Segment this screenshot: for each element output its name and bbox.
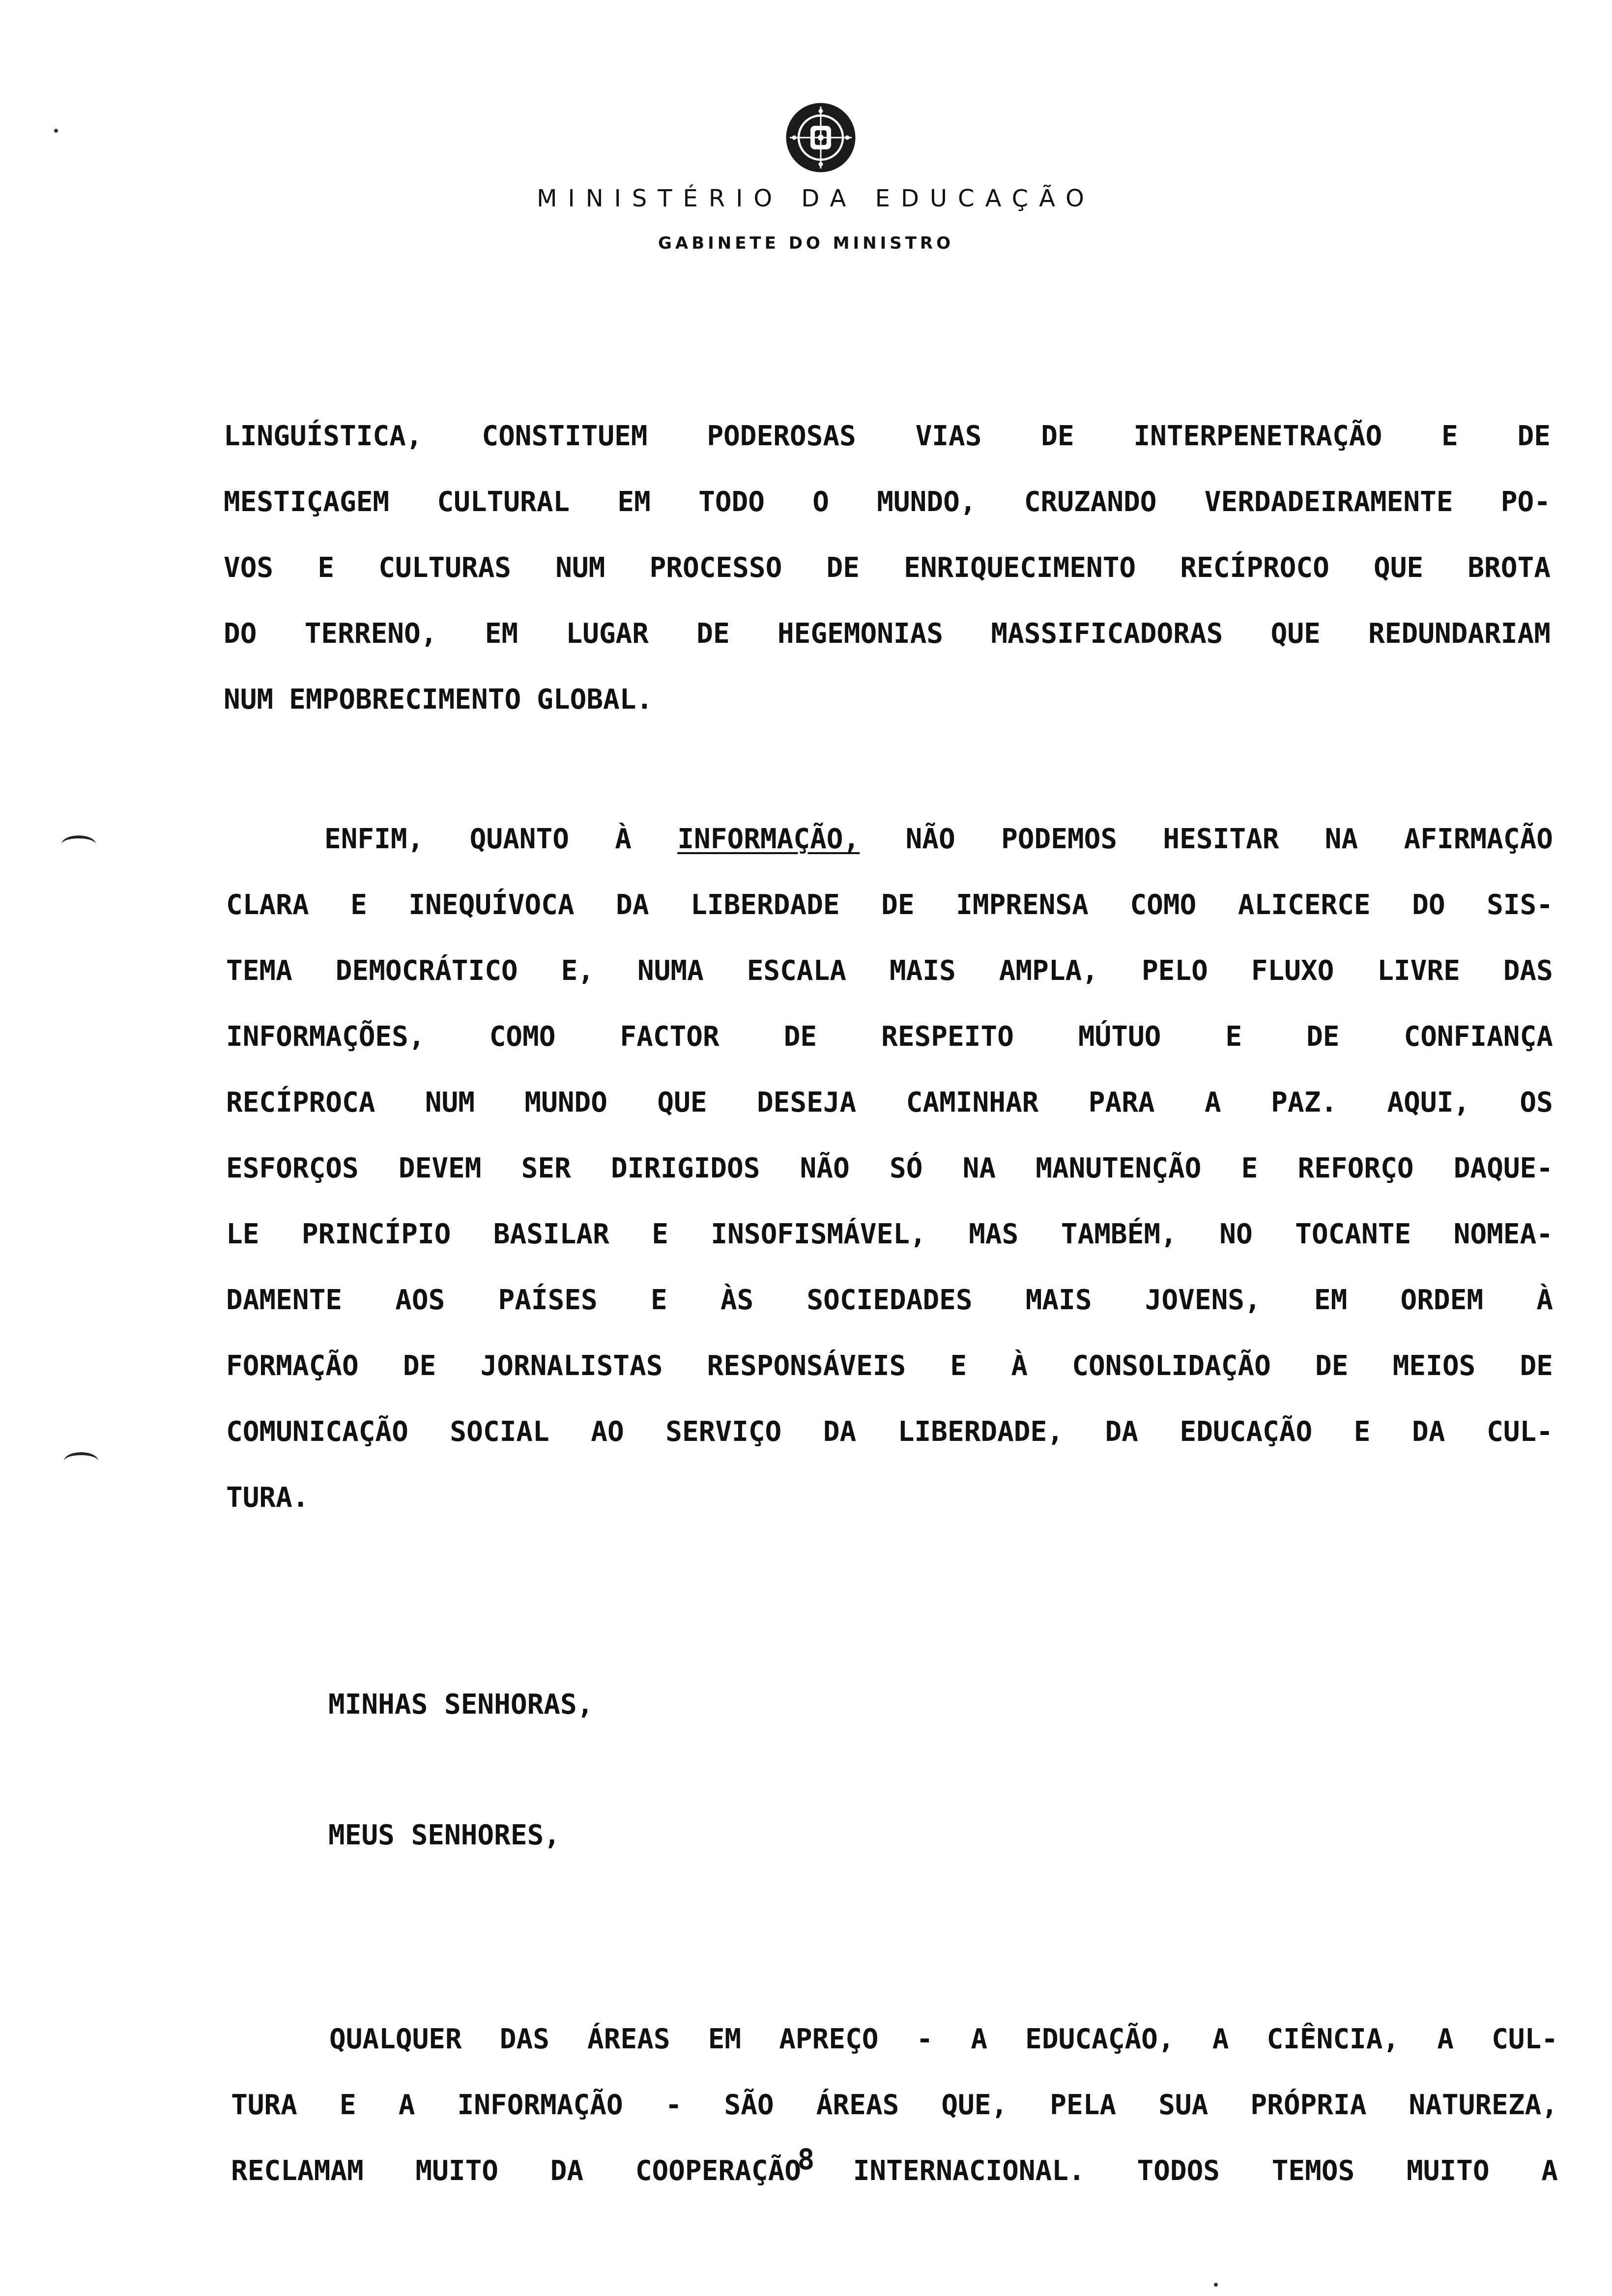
word: IMPRENSA [956, 889, 1089, 921]
word: PROCESSO [649, 552, 782, 584]
word: NÃO [800, 1152, 850, 1184]
word: INTERNACIONAL. [853, 2155, 1085, 2187]
text-line [224, 686, 1551, 752]
word: DE [783, 1021, 817, 1053]
word: À [1536, 1284, 1553, 1316]
word: ÀS [720, 1284, 754, 1316]
text-line [224, 620, 1551, 686]
word: VOS [224, 552, 274, 584]
word: DAMENTE [226, 1284, 343, 1316]
text-line [226, 1418, 1553, 1484]
word: NUMA [637, 955, 704, 987]
word: JOVENS, [1145, 1284, 1261, 1316]
word: VIAS [915, 420, 982, 452]
coat-of-arms-seal-icon [784, 101, 858, 174]
word: QUANTO [469, 823, 569, 855]
word: LIBERDADE [691, 889, 840, 921]
paragraph-3 [231, 2023, 1558, 2223]
word: PRÓPRIA [1250, 2089, 1367, 2121]
word: TODO [698, 486, 765, 518]
word: DE [1306, 1021, 1340, 1053]
word: ESCALA [747, 955, 847, 987]
word: DESEJA [756, 1087, 857, 1119]
word: QUE [1270, 618, 1321, 650]
word: LE [226, 1218, 259, 1250]
word: EM [1314, 1284, 1348, 1316]
text-line [226, 1023, 1553, 1089]
word: SERVIÇO [665, 1416, 782, 1448]
word: E [1241, 1152, 1258, 1184]
word: TODOS [1137, 2155, 1220, 2187]
word: EDUCAÇÃO, [1025, 2023, 1175, 2055]
word: RECÍPROCA [226, 1087, 375, 1119]
word: CIÊNCIA, [1267, 2023, 1400, 2055]
word: MAS [969, 1218, 1019, 1250]
word: DE [826, 552, 860, 584]
word: PAÍSES [498, 1284, 598, 1316]
word: CONFIANÇA [1404, 1021, 1553, 1053]
word: EM [708, 2023, 742, 2055]
word: DA [823, 1416, 857, 1448]
word: NUM [425, 1087, 475, 1119]
word: PAZ. [1271, 1087, 1338, 1119]
word: MUNDO, [877, 486, 977, 518]
word: SÓ [889, 1152, 923, 1184]
word: DA [1412, 1416, 1445, 1448]
word: À [1011, 1350, 1028, 1382]
word: RESPONSÁVEIS [707, 1350, 906, 1382]
word: PODEMOS [1001, 823, 1118, 855]
word: COOPERAÇÃO [635, 2155, 801, 2187]
word: ÁREAS [816, 2089, 899, 2121]
word: CULTURAL [437, 486, 570, 518]
word: TEMOS [1271, 2155, 1355, 2187]
word: MAIS [889, 955, 956, 987]
word: DE [696, 618, 730, 650]
word: TURA. [226, 1482, 309, 1514]
word: CUL- [1487, 1416, 1553, 1448]
word: QUALQUER [329, 2023, 462, 2055]
word: E [1353, 1416, 1371, 1448]
word: E [1225, 1021, 1242, 1053]
word: DEMOCRÁTICO [335, 955, 518, 987]
word: O [812, 486, 829, 518]
word: A [1205, 1087, 1221, 1119]
word: QUE, [941, 2089, 1008, 2121]
text-line [224, 420, 1551, 488]
word: A [1212, 2023, 1229, 2055]
text-line [224, 488, 1551, 554]
word: DE [403, 1350, 436, 1382]
margin-mark [64, 1452, 98, 1470]
word: AMPLA, [999, 955, 1099, 987]
word: JORNALISTAS [480, 1350, 663, 1382]
salutation-1: MINHAS SENHORAS, [328, 1689, 594, 1721]
text-line [226, 1089, 1553, 1155]
word: DEVEM [398, 1152, 482, 1184]
word: MANUTENÇÃO [1036, 1152, 1202, 1184]
office-subtitle: GABINETE DO MINISTRO [658, 233, 954, 253]
word: INFORMAÇÕES, [226, 1021, 425, 1053]
word: QUE [657, 1087, 707, 1119]
word: NA [1324, 823, 1358, 855]
text-line [224, 554, 1551, 620]
word: LIBERDADE, [897, 1416, 1064, 1448]
word: ESFORÇOS [226, 1152, 359, 1184]
word: CLARA [226, 889, 309, 921]
word: PELA [1050, 2089, 1117, 2121]
word: NÃO [905, 823, 955, 855]
word: TOCANTE [1295, 1218, 1411, 1250]
word: AQUI, [1387, 1087, 1470, 1119]
word: PARA [1088, 1087, 1155, 1119]
word: ÁREAS [587, 2023, 670, 2055]
word: A [1437, 2023, 1454, 2055]
word: DA [550, 2155, 584, 2187]
word: MESTIÇAGEM [224, 486, 390, 518]
word: APREÇO [779, 2023, 879, 2055]
scan-dot [54, 129, 58, 133]
word: LUGAR [566, 618, 649, 650]
word: NA [962, 1152, 996, 1184]
word: DAS [1503, 955, 1553, 987]
word: DA [1105, 1416, 1138, 1448]
word: DE [881, 889, 915, 921]
word: CRUZANDO [1024, 486, 1157, 518]
word: MASSIFICADORAS [991, 618, 1223, 650]
word: E [339, 2089, 356, 2121]
word: E [650, 1284, 667, 1316]
text-line [226, 1152, 1553, 1221]
word: E [652, 1218, 668, 1250]
word: OS [1520, 1087, 1553, 1119]
word: BASILAR [493, 1218, 609, 1250]
word: CONSOLIDAÇÃO [1072, 1350, 1271, 1382]
word: MUITO [415, 2155, 498, 2187]
word: E, [561, 955, 595, 987]
word: À [615, 823, 632, 855]
word: HESITAR [1163, 823, 1279, 855]
text-line [231, 2023, 1558, 2092]
text-line [226, 891, 1553, 957]
word: FORMAÇÃO [226, 1350, 359, 1382]
word: DO [1412, 889, 1445, 921]
word: A [971, 2023, 988, 2055]
word: PRINCÍPIO [301, 1218, 451, 1250]
text-line [226, 823, 1553, 891]
word: INFORMAÇÃO [457, 2089, 623, 2121]
word: DE [1041, 420, 1074, 452]
word: MÚTUO [1078, 1021, 1161, 1053]
word: BROTA [1468, 552, 1551, 584]
word: LIVRE [1377, 955, 1460, 987]
word: ORDEM [1400, 1284, 1484, 1316]
word: A [398, 2089, 415, 2121]
word: FLUXO [1251, 955, 1334, 987]
word: DAQUE- [1453, 1152, 1553, 1184]
word: TEMA [226, 955, 292, 987]
text-line [226, 1352, 1553, 1418]
word: VERDADEIRAMENTE [1204, 486, 1453, 518]
word: HEGEMONIAS [777, 618, 944, 650]
word: E [950, 1350, 967, 1382]
word: CULTURAS [378, 552, 511, 584]
paragraph-2 [226, 823, 1553, 1550]
word: NOMEA- [1453, 1218, 1553, 1250]
word: SIS- [1487, 889, 1553, 921]
word: CUL- [1492, 2023, 1558, 2055]
word: MAIS [1025, 1284, 1092, 1316]
word: DE [1520, 1350, 1553, 1382]
word: SUA [1158, 2089, 1209, 2121]
page-number: 8 [797, 2143, 815, 2176]
word: SER [521, 1152, 571, 1184]
margin-mark [61, 835, 96, 853]
word: INTERPENETRAÇÃO [1133, 420, 1382, 452]
word: RESPEITO [881, 1021, 1014, 1053]
word: RECLAMAM [231, 2155, 364, 2187]
word: ENRIQUECIMENTO [904, 552, 1136, 584]
word: - [916, 2023, 933, 2055]
word: A [1541, 2155, 1558, 2187]
word: E [1441, 420, 1458, 452]
word: INEQUÍVOCA [408, 889, 575, 921]
word: QUE [1373, 552, 1424, 584]
word: NATUREZA, [1409, 2089, 1558, 2121]
word: DIRIGIDOS [611, 1152, 760, 1184]
text-line [226, 1218, 1553, 1287]
word: FACTOR [620, 1021, 720, 1053]
word: E [317, 552, 335, 584]
word: REFORÇO [1297, 1152, 1414, 1184]
scan-dot [1214, 2283, 1218, 2287]
ministry-title: MINISTÉRIO DA EDUCAÇÃO [537, 185, 1095, 212]
word: ENFIM, [324, 823, 424, 855]
word: DE [1315, 1350, 1349, 1382]
word: AFIRMAÇÃO [1404, 823, 1553, 855]
salutation-2: MEUS SENHORES, [328, 1819, 561, 1851]
word: TURA [231, 2089, 297, 2121]
text-line [226, 1284, 1553, 1352]
word: DO [224, 618, 257, 650]
word: DAS [499, 2023, 549, 2055]
word: INFORMAÇÃO, [677, 823, 860, 855]
word: SÃO [724, 2089, 774, 2121]
word: REDUNDARIAM [1368, 618, 1551, 650]
word: COMO [1130, 889, 1197, 921]
word: ALICERCE [1238, 889, 1371, 921]
text-line [226, 1484, 1553, 1550]
word: CONSTITUEM [482, 420, 648, 452]
word: SOCIAL [450, 1416, 549, 1448]
word: PODEROSAS [707, 420, 856, 452]
word: EDUCAÇÃO [1180, 1416, 1313, 1448]
paragraph-1 [224, 420, 1551, 752]
word: RECÍPROCO [1180, 552, 1329, 584]
word: LINGUÍSTICA, [224, 420, 423, 452]
word: SOCIEDADES [806, 1284, 973, 1316]
word: EMPOBRECIMENTO [289, 684, 521, 716]
word: - [665, 2089, 682, 2121]
word: TERRENO, [304, 618, 437, 650]
word: GLOBAL. [537, 684, 653, 716]
word: EM [485, 618, 518, 650]
word: E [350, 889, 367, 921]
word: NUM [224, 684, 274, 716]
word: MUNDO [524, 1087, 607, 1119]
word: NUM [555, 552, 605, 584]
word: AOS [395, 1284, 445, 1316]
word: MEIOS [1392, 1350, 1476, 1382]
word: COMUNICAÇÃO [226, 1416, 408, 1448]
word: INSOFISMÁVEL, [711, 1218, 926, 1250]
word: AO [591, 1416, 624, 1448]
word: COMO [489, 1021, 556, 1053]
word: PO- [1500, 486, 1551, 518]
word: NO [1219, 1218, 1253, 1250]
word: MUITO [1406, 2155, 1490, 2187]
word: PELO [1141, 955, 1208, 987]
word: EM [617, 486, 651, 518]
word: TAMBÉM, [1061, 1218, 1177, 1250]
word: CAMINHAR [906, 1087, 1039, 1119]
word: DA [616, 889, 649, 921]
word: DE [1517, 420, 1551, 452]
text-line [226, 957, 1553, 1023]
